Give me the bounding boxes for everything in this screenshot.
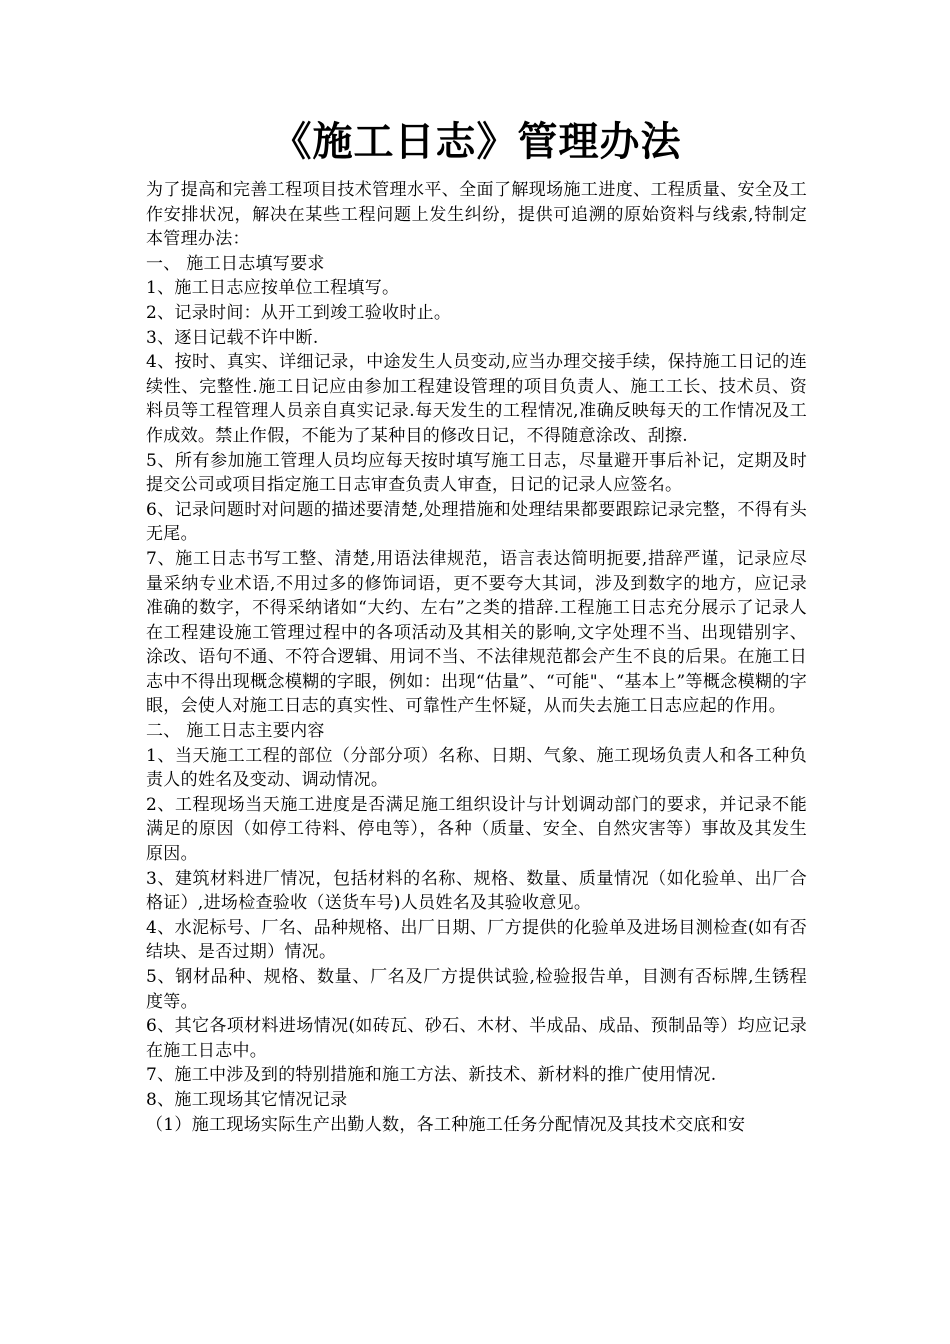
page-title: 《施工日志》管理办法	[271, 118, 682, 165]
list-item: 6、记录问题时对问题的描述要清楚,处理措施和处理结果都要跟踪记录完整，不得有头无尾。	[146, 499, 807, 545]
list-item: 6、其它各项材料进场情况(如砖瓦、砂石、木材、半成品、成品、预制品等）均应记录在施工日志中。	[146, 1016, 807, 1061]
list-item: 1、当天施工工程的部位（分部分项）名称、日期、气象、施工现场负责人和各工种负责人的姓名及变动、调动情况。	[146, 745, 807, 791]
list-item: 3、逐日记载不许中断.	[146, 327, 319, 348]
list-item: 2、工程现场当天施工进度是否满足施工组织设计与计划调动部门的要求，并记录不能满足的原因（如停工待料、停电等），各种（质量、安全、自然灾害等）事故及其发生原因。	[146, 794, 807, 865]
list-item: 4、水泥标号、厂名、品种规格、出厂日期、厂方提供的化验单及进场目测检查(如有否结块、是否过期）情况。	[146, 917, 807, 963]
list-item: 4、按时、真实、详细记录，中途发生人员变动,应当办理交接手续，保持施工日记的连续性、完整性.施工日记应由参加工程建设管理的项目负责人、施工工长、技术员、资料员等工程管理人员亲自真实记录.每天发生的工程情况,准确反映每天的工作情况及工作成效。禁止作假，不能为了某种目的修改日记，不得随意涂改、刮擦.	[146, 352, 807, 446]
list-item: 1、施工日志应按单位工程填写。	[146, 278, 400, 299]
list-item: 5、所有参加施工管理人员均应每天按时填写施工日志，尽量避开事后补记，定期及时提交公司或项目指定施工日志审查负责人审查，日记的记录人应签名。	[146, 450, 807, 496]
document-body	[146, 178, 807, 1137]
sub-list-item: （1）施工现场实际生产出勤人数，各工种施工任务分配情况及其技术交底和安	[146, 1114, 746, 1135]
list-item: 3、建筑材料进厂情况，包括材料的名称、规格、数量、质量情况（如化验单、出厂合格证）,进场检查验收（送货车号)人员姓名及其验收意见。	[146, 868, 807, 914]
list-item: 5、钢材品种、规格、数量、厂名及厂方提供试验,检验报告单，目测有否标牌,生锈程度等。	[146, 967, 807, 1012]
list-item: 2、记录时间：从开工到竣工验收时止。	[146, 302, 452, 323]
section-heading-requirements: 一、 施工日志填写要求	[146, 253, 325, 274]
list-item: 8、施工现场其它情况记录	[146, 1089, 348, 1110]
intro-paragraph: 为了提高和完善工程项目技术管理水平、全面了解现场施工进度、工程质量、安全及工作安排状况，解决在某些工程问题上发生纠纷，提供可追溯的原始资料与线索,特制定本管理办法：	[146, 180, 807, 250]
list-item: 7、施工日志书写工整、清楚,用语法律规范，语言表达简明扼要,措辞严谨，记录应尽量采纳专业术语,不用过多的修饰词语，更不要夸大其词，涉及到数字的地方，应记录准确的数字，不得采纳诸如“大约、左右”之类的措辞.工程施工日志充分展示了记录人在工程建设施工管理过程中的各项活动及其相关的影响,文字处理不当、出现错别字、涂改、语句不通、不符合逻辑、用词不当、不法律规范都会产生不良的后果。在施工日志中不得出现概念模糊的字眼，例如：出现“估量”、“可能"、“基本上”等概念模糊的字眼，会使人对施工日志的真实性、可靠性产生怀疑，从而失去施工日志应起的作用。	[146, 548, 807, 717]
section-heading-contents: 二、 施工日志主要内容	[146, 721, 325, 742]
list-item: 7、施工中涉及到的特别措施和施工方法、新技术、新材料的推广使用情况.	[146, 1065, 717, 1086]
